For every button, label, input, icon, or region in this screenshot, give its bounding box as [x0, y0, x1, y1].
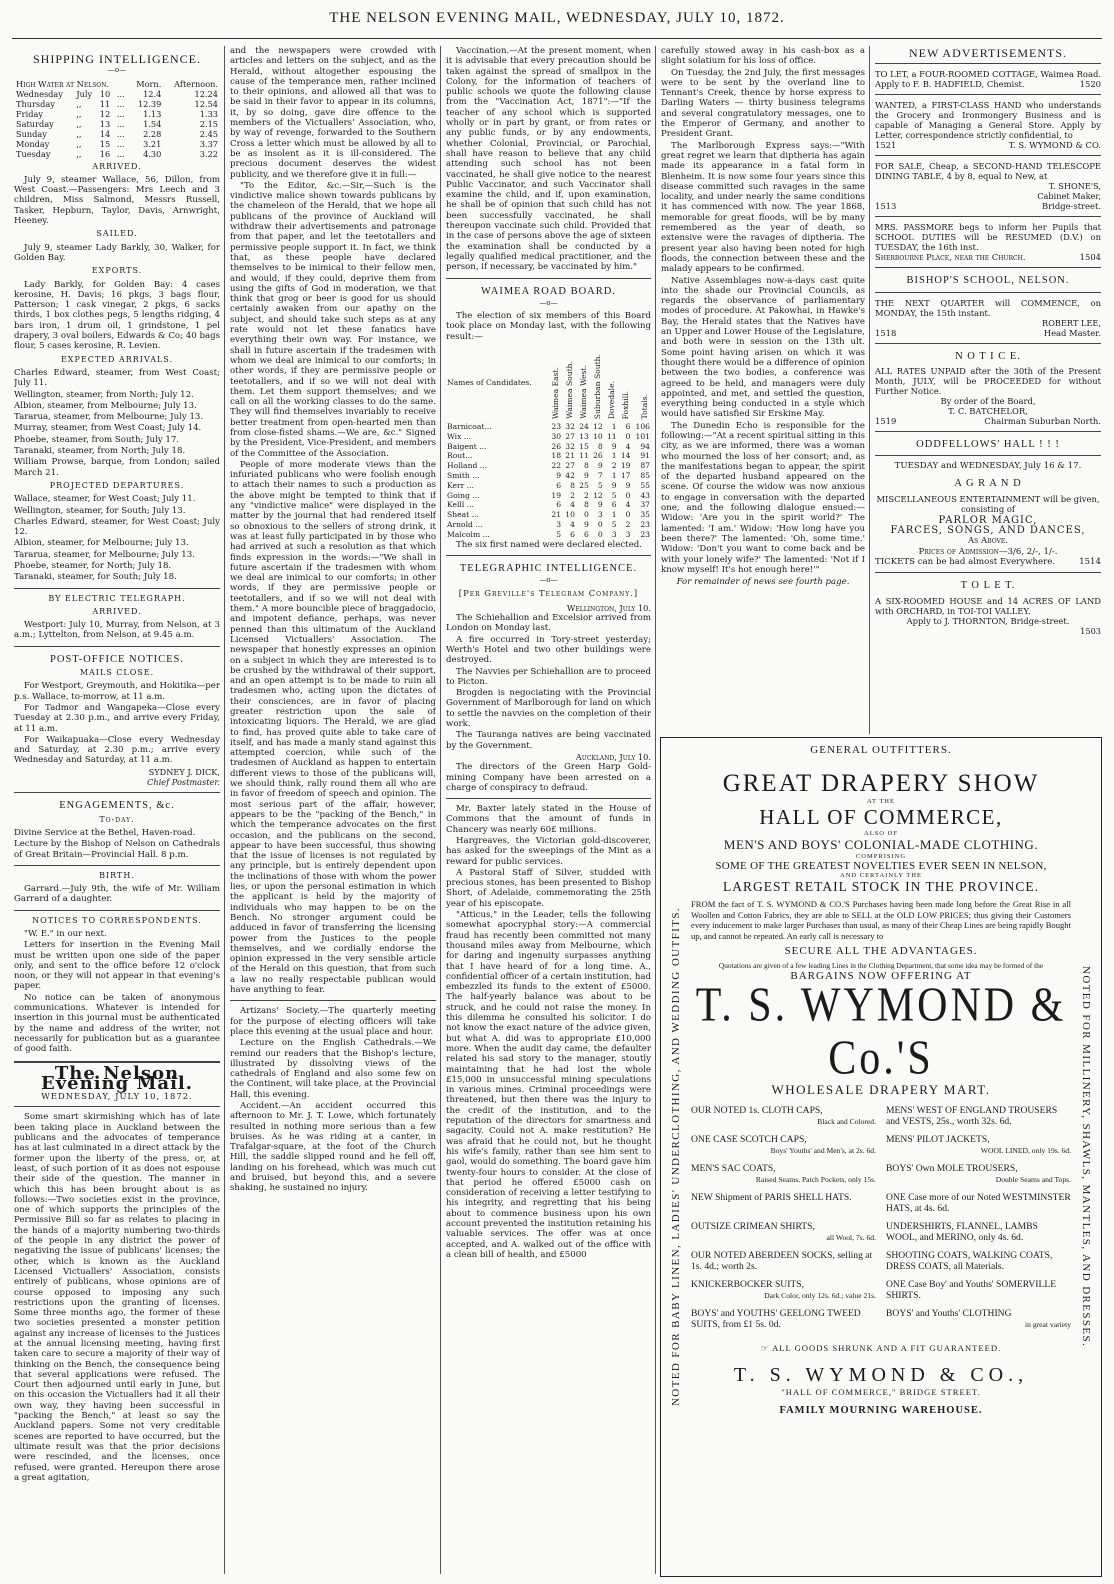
- notice-heading: N O T I C E.: [955, 350, 1021, 362]
- telegram-item: The directors of the Green Harp Gold-mining Company have been arrested on a charge of conspiracy to defraud.: [446, 762, 651, 793]
- oddfellows-prices: Prices of Admission—3/6, 2/-, 1/-.: [918, 546, 1058, 557]
- column-header: Totals.: [640, 393, 650, 420]
- ad-text: WANTED, a FIRST-CLASS HAND who understands the Grocery and Ironmongery Business and is capable of Managing a General Store. Apply by Letter, correspondence strictly confidential, to: [875, 100, 1101, 141]
- divider: [230, 1000, 436, 1001]
- divider: [875, 343, 1101, 344]
- telegraph-arrived: ARRIVED.: [92, 606, 142, 616]
- drapery-hall-address: "HALL OF COMMERCE," BRIDGE STREET.: [781, 1387, 981, 1397]
- ad-number: 1514: [1079, 556, 1101, 567]
- telegraphic-heading: TELEGRAPHIC INTELLIGENCE.: [459, 562, 638, 574]
- item-title: OUTSIZE CRIMEAN SHIRTS,: [691, 1221, 815, 1232]
- birth-text: Garrard.—July 9th, the wife of Mr. William Garrard of a daughter.: [14, 884, 220, 905]
- drapery-some: SOME OF THE GREATEST NOVELTIES EVER SEEN IN NELSON,: [715, 860, 1047, 872]
- divider: [14, 588, 220, 589]
- item-title: UNDERSHIRTS, FLANNEL, LAMBS WOOL, and MERINO, only 4s. 6d.: [886, 1221, 1038, 1243]
- drapery-comprising: COMPRISING: [855, 853, 907, 860]
- oddfellows-days: TUESDAY and WEDNESDAY, July 16 & 17.: [894, 461, 1082, 472]
- ad-number: 1520: [1079, 79, 1101, 90]
- article-paragraph: People of more moderate views than the infuriated publicans who were foolish enough to attach their names to such a production as the above might be tempted to think that if any "vindictive malice" were displayed in the matter by the journal that had rendered itself so obnoxious to the sellers of strong drink, it was at least fully participated in by those who had arrived at such a resolution as that which finds expression in the words:—"We shall in future ascertain if the tradesmen with whom we deal are inimical to our comforts; in other words, if they are permissive people or teetotallers, and if so we will not deal with them." A more bouncible piece of braggadocio, and impotent defiance, perhaps, was never penned than this ultimatum of the Auckland Licensed Victuallers' Association. The newspaper that honestly expresses an opinion on a subject in which they are interested is to be crushed by the withdrawal of their support, and an open attempt is to be made to ruin all tradesmen who, acting upon the dictates of their consciences, are in favor of placing greater restriction upon the sale of intoxicating liquors. The Herald, we are glad to find, has proved quite able to take care of itself, and has made a manly stand against this attempted coercion, while such of the tradesmen of Auckland as happen to entertain different views to those of the publicans will, we should think, rally round them all who are in favor of freedom of speech and opinion. The most serious part of the affair, however, appears to be the "packing of the Bench," in which the temperance advocates on the first occasion, and the publicans on the second, appear to have been successful, thus showing that the issue of licenses is not regulated by any principle, but is entirely dependent upon the inclinations of those with whom the power lies, or upon the personal estimation in which the applicant is held by the majority of individuals who may happen to be on the Bench. No stronger argument could be adduced in favor of transferring the licensing power from the Justices to the people themselves, and we cordially endorse the opinion expressed in the very sensible article of the Herald on this question, that from such a law no really respectable publican would have anything to fear.: [230, 459, 436, 996]
- engagements-heading: ENGAGEMENTS, &c.: [59, 800, 175, 812]
- list-item: Divine Service at the Bethel, Haven-road.: [14, 827, 196, 838]
- column-rule: [440, 46, 441, 1574]
- drapery-tsw: T. S. WYMOND & CO.,: [733, 1364, 1029, 1386]
- telegraph-text: Westport: July 10, Murray, from Nelson, at 3 a.m.; Lyttelton, from Nelson, at 9.45 a.m.: [14, 620, 220, 641]
- list-item: No notice can be taken of anonymous communications. Whatever is intended for insertion in this journal must be authenticated by the name and address of the writer, not necessarily for publication but as a guarantee of good faith.: [14, 992, 220, 1055]
- item-title: KNICKERBOCKER SUITS,: [691, 1279, 805, 1290]
- column-rule: [869, 46, 870, 734]
- list-item: Albion, steamer, for Melbourne; July 13.: [14, 538, 189, 549]
- list-item: [886, 1222, 1071, 1248]
- item-title: NEW Shipment of PARIS SHELL HATS.: [691, 1192, 852, 1203]
- list-item: [691, 1193, 876, 1219]
- table-row: Tuesday ,, 16 ... 4.30 3.22: [16, 148, 218, 159]
- drapery-side-right: [1075, 778, 1097, 1536]
- list-item: Phoebe, steamer, from South; July 17.: [14, 434, 180, 445]
- article-paragraph: Native Assemblages now-a-days cast quite into the shade our Provincial Councils, as regards the observance of parliamentary modes of procedure. At Pakowhai, in Hawke's Bay, the Herald states that the Natives have an Upper and Lower House of the Legislature, and both were in session on the 13th ult. Some point having arisen on which it was thought there would be a difference of opinion between the two bodies, a conference was agreed to be held, and managers were duly appointed, and met, and settled the question, everything being conducted in a style which would have satisfied Sir Erskine May.: [661, 275, 865, 420]
- divider: [875, 216, 1101, 217]
- column-3: [446, 46, 651, 1576]
- item-subtitle: all Wool, 7s. 6d.: [826, 1232, 876, 1242]
- oddfellows-grand: A G R A N D: [954, 478, 1022, 490]
- table-row: Kelll ... 6 4 8 9 6 4 37: [447, 500, 650, 510]
- advertisement: [875, 69, 1101, 89]
- table-row: Wix ... 30 27 13 10 11 0 101: [447, 431, 650, 441]
- ad-text: ALL RATES UNPAID after the 30th of the Present Month, JULY, will be PROCEEDED for without Further Notice.: [875, 365, 1101, 396]
- item-title: ONE Case Boy' and Youths' SOMERVILLE SHIRTS.: [886, 1279, 1057, 1301]
- shipping-heading: SHIPPING INTELLIGENCE.: [33, 52, 201, 66]
- ad-signature: Head Master.: [1043, 327, 1101, 338]
- drapery-advertisement: [660, 737, 1102, 1577]
- ad-signature: By order of the Board,: [940, 395, 1036, 406]
- election-table: [446, 344, 651, 540]
- item-title: OUR NOTED 1s. CLOTH CAPS,: [691, 1105, 823, 1116]
- item-subtitle: Dark Color, only 12s. 6d.; value 21s.: [764, 1290, 876, 1300]
- list-item: Tararua, steamer, from Melbourne; July 13.: [14, 412, 204, 423]
- drapery-top: GENERAL OUTFITTERS.: [810, 744, 952, 756]
- table-row: Smith ... 9 42 9 7 1 17 85: [447, 471, 650, 480]
- item-subtitle: Black and Colored.: [817, 1116, 876, 1126]
- item-title: OUR NOTED ABERDEEN SOCKS, selling at 1s. 4d.; worth 2s.: [691, 1250, 873, 1272]
- list-item: Taranaki, steamer, for South; July 18.: [14, 572, 177, 583]
- article-paragraph: The Marlborough Express says:—"With great regret we learn that diptheria has again made its appearance in a fatal form in Blenheim. It is now some four years since this disease committed such ravages in the same locality, and under nearly the same conditions it has commenced with now. The year 1868, memorable for great floods, will be by many remembered as the year of death, so extensive were the ravages of diptheria. The present year also having been noted for high floods, the connection between these and the malady appears to be confirmed.: [661, 140, 865, 275]
- drapery-largest: LARGEST RETAIL STOCK IN THE PROVINCE.: [723, 879, 1039, 894]
- item-subtitle: Boys' Youths' and Men's, at 2s. 6d.: [770, 1145, 876, 1155]
- leader-article: Some smart skirmishing which has of late been taking place in Auckland between the publicans and the advocates of temperance has at last culminated in a direct attack by the former upon the liberty of the press, or, at least, of such portion of it as does not espouse their side of the question. The manner in which this has been brought about is as follows:—Two societies exist in the province, one of which supports the principles of the Permissive Bill so far as relates to placing in the hands of a majority numbering two-thirds of the people in any district the power of negativing the issue of publicans' licenses; the other, which is known as the Auckland Licensed Victuallers' Association, consists entirely of publicans, whose opinions are of course opposed to imposing any such restrictions upon the granting of licenses. Some three months ago, the former of these two societies presented a monster petition against any increase of licenses to the Justices at the annual licensing meeting, having first taken care to secure a majority of their way of thinking on the Bench, the consequence being that several applications were refused. The Court then adjourned until early in June, but on this occasion the Victuallers had it all their own way, they having been successful in "packing the Bench," at least so say the Auckland papers. Some not very creditable scenes are reported to have occurred, but the ultimate result was that the prior decisions were rescinded, and the licenses, once refused, were granted. Hereupon there arose a great agitation,: [14, 1112, 220, 1483]
- divider: [875, 572, 1101, 573]
- drapery-at-the: AT THE: [867, 798, 895, 805]
- table-row: Baigent ... 26 32 15 8 9 4 94: [447, 441, 650, 451]
- table-row: Friday ,, 12 ... 1.13 1.33: [16, 108, 218, 119]
- drapery-mens: MEN'S AND BOYS' COLONIAL-MADE CLOTHING.: [723, 837, 1039, 852]
- article-paragraph: The Dunedin Echo is responsible for the following:—"At a recent spiritual sitting in this city, as we are informed, there was a woman who mourned the loss of her consort; and, as the manifestations began to appear, the spirit of the departed husband appeared on the scene. Of course the widow was now anxious to engage in conversation with the departed one, and the following dialogue ensued:—Widow: 'Are you in the spirit world?' The lamented: 'I am.' Widow: 'How long have you been there?' The lamented: 'Oh, some time.' Widow: 'Don't you want to come back and be with your lonely wife?' The lamented: 'Not if I know myself! It's hot enough here!'": [661, 420, 865, 575]
- post-signature-title: Chief Postmaster.: [147, 777, 220, 788]
- list-item: [691, 1164, 876, 1190]
- divider: [875, 267, 1101, 268]
- drapery-quotations: Quotations are given of a few leading Lines in the Clothing Department, that some idea may be formed of the: [718, 961, 1044, 970]
- ad-signature: Bridge-street.: [1042, 201, 1101, 212]
- oddfellows-farces: FARCES, SONGS, AND DANCES,: [890, 525, 1086, 537]
- list-item: Letters for insertion in the Evening Mail must be written upon one side of the paper only, and sent to the office before 12 o'clock noon, or they will not appear in that evening's paper.: [14, 940, 220, 992]
- advertisement: [875, 222, 1101, 262]
- list-item: [886, 1106, 1071, 1132]
- divider: [446, 555, 651, 556]
- column-4: [661, 46, 865, 729]
- divider: [14, 1106, 220, 1107]
- divider: [875, 431, 1101, 432]
- item-subtitle: Raised Seams, Patch Pockets, only 15s.: [755, 1174, 876, 1184]
- article-paragraph: "To the Editor, &c.—Sir,—Such is the vindictive malice shown towards publicans by the chameleon of the Herald, that we hope all publicans of the province of Auckland will withdraw their advertisements and patronage from that paper, and let the teetotallers and permissive people support it. In fact, we think that, as these people have declared themselves to be inimical to their fellow men, and would, if they could, deprive them from using the gifts of God in moderation, we that think that grog or beer is good for us should certainly awaken from our apathy on the subject, and should take such steps as at any rate would not let these fanatics have everything their own way. For instance, we shall in future ascertain if the tradesmen with whom we deal are inimical to our comforts; in other words, if they are permissive people or teetotallers, and if so we will not deal with them. Let them support themselves; and we call on all the working classes to do the same. They will find themselves invariably to receive better treatment from open-hearted men than from close-fisted shams.—We are, &c." Signed by the President, Vice-President, and members of the Committee of the Association.: [230, 180, 436, 459]
- advertisement: [875, 161, 1101, 211]
- telegram-item: A fire occurred in Tory-street yesterday; Werth's Hotel and two other buildings were destroyed.: [446, 634, 651, 666]
- advertisement: [875, 596, 1101, 636]
- drapery-certainly: AND CERTAINLY THE: [840, 872, 922, 879]
- item-subtitle: Double Seams and Tops.: [995, 1174, 1071, 1184]
- item-title: BOYS' Own MOLE TROUSERS,: [886, 1163, 1018, 1174]
- to-let-heading: T O L E T.: [960, 580, 1016, 592]
- column-header: Names of Candidates.: [447, 378, 532, 388]
- ad-text: FOR SALE, Cheap, a SECOND-HAND TELESCOPE DINING TABLE, 4 by 8, equal to New, at: [875, 161, 1101, 182]
- column-header: Foxhill.: [620, 390, 630, 420]
- separator: —o—: [107, 66, 127, 75]
- divider: [875, 455, 1101, 456]
- column-header: Suburban South.: [592, 354, 602, 420]
- list-item: Wallace, steamer, for West Coast; July 11.: [14, 494, 196, 505]
- drapery-shrunk: ☞ ALL GOODS SHRUNK AND A FIT GUARANTEED.: [760, 1343, 1002, 1353]
- list-item: [886, 1251, 1071, 1277]
- advertisement: [875, 298, 1101, 338]
- table-row: Going ... 19 2 2 12 5 0 43: [447, 490, 650, 500]
- advertisement: [875, 366, 1101, 426]
- dateline: Wellington, July 10.: [566, 602, 651, 613]
- ad-signature: T. SHONE'S,: [1048, 181, 1101, 192]
- drapery-hall: HALL OF COMMERCE,: [759, 805, 1003, 829]
- item-subtitle: WOOL LINED, only 19s. 6d.: [980, 1145, 1071, 1155]
- item-subtitle: in great variety: [1025, 1319, 1071, 1329]
- divider: [14, 865, 220, 866]
- separator: —o—: [539, 576, 558, 585]
- sailed-text: July 9, steamer Lady Barkly, 30, Walker, for Golden Bay.: [14, 242, 220, 263]
- ads-heading: NEW ADVERTISEMENTS.: [908, 46, 1068, 60]
- list-item: Taranaki, steamer, from North; July 18.: [14, 446, 186, 457]
- arrived-heading: ARRIVED.: [92, 161, 142, 171]
- telegram-item: The Navvies per Schiehallion are to proceed to Picton.: [446, 666, 651, 687]
- ad-signature: T. C. BATCHELOR,: [948, 405, 1028, 416]
- table-row: Arnold ... 3 4 9 0 5 2 23: [447, 519, 650, 529]
- list-item: Murray, steamer, from West Coast; July 14.: [14, 423, 202, 434]
- drapery-inner: [691, 742, 1071, 1572]
- news-item: Hargreaves, the Victorian gold-discoverer, has asked for the sweepings of the Mint as a reward for public services.: [446, 836, 651, 867]
- news-item: Mr. Baxter lately stated in the House of Commons that the amount of funds in Chancery was nearly 60£ millions.: [446, 804, 651, 835]
- separator: —o—: [539, 298, 558, 307]
- list-item: [886, 1280, 1071, 1306]
- projected-heading: PROJECTED DEPARTURES.: [49, 480, 185, 490]
- exports-heading: EXPORTS.: [91, 266, 143, 276]
- divider: [446, 798, 651, 799]
- tide-header-morn: Morn.: [136, 78, 162, 89]
- list-item: [886, 1193, 1071, 1219]
- list-item: Phoebe, steamer, for North; July 18.: [14, 560, 172, 571]
- column-rule: [224, 46, 225, 1574]
- article-paragraph: and the newspapers were crowded with articles and letters on the subject, and as the Herald, without altogether espousing the cause of the temperance men, rather inclined to their opinions, and allowed all that was to be said in their favor to appear in its columns, it, by so doing, gave dire offence to the members of the Victuallers' Association, who, by way of revenge, forwarded to the Southern Cross a letter which must be allowed by all to be as insolent as it is ill-considered. The precious document deserves the widest publicity, and we therefore give it in full:—: [230, 46, 436, 180]
- vaccination-item: Vaccination.—At the present moment, when it is advisable that every precaution should be taken against the spread of smallpox in the Colony, for the information of teachers of public schools we quote the following clause from the "Vaccination Act, 1871":—"If the teacher of any school which is supported wholly or in part by grant, or from rates or any public funds, or by any endowments, whether Colonial, Provincial, or Parochial, shall have reason to believe that any child attending such school has not been vaccinated, he shall give notice to the nearest Public Vaccinator, and such Vaccinator shall examine the child, and if, upon examination, he shall be of opinion that such child has not been successfully vaccinated, he shall thereupon vaccinate such child. Provided that in the case of persons above the age of sixteen the examination shall be conducted by a legally qualified medical practitioner, and the person, if necessary, be vaccinated by him.": [446, 46, 651, 273]
- news-item: A Pastoral Staff of Silver, studded with precious stones, has been presented to Bishop Short, of Adelaide, commemorating the 25th year of his episcopate.: [446, 867, 651, 909]
- lecture-item: Lecture on the English Cathedrals.—We remind our readers that the Bishop's lecture, illustrated by dissolving views of the cathedrals of England and also some few on the Continent, will take place, at the Provincial Hall, this evening.: [230, 1038, 436, 1100]
- drapery-great: GREAT DRAPERY SHOW: [722, 770, 1040, 797]
- list-item: [886, 1309, 1071, 1335]
- list-item: [691, 1222, 876, 1248]
- list-item: [691, 1309, 876, 1335]
- item-title: MENS' WEST OF ENGLAND TROUSERS and VESTS, 25s., worth 32s. 6d.: [886, 1105, 1058, 1127]
- telegraph-heading: BY ELECTRIC TELEGRAPH.: [48, 593, 186, 603]
- item-title: ONE Case more of our Noted WESTMINSTER HATS, at 4s. 6d.: [886, 1192, 1071, 1214]
- telegram-item: The Tauranga natives are being vaccinated by the Government.: [446, 730, 651, 751]
- paper-title: The Nelson Evening Mail.: [40, 1062, 194, 1094]
- table-row: Sheat ... 21 10 0 3 1 0 35: [447, 510, 650, 520]
- drapery-family: FAMILY MOURNING WAREHOUSE.: [779, 1405, 983, 1416]
- item-title: MEN'S SAC COATS,: [691, 1163, 776, 1174]
- ad-number: 1518: [875, 327, 897, 338]
- artizans-item: Artizans' Society.—The quarterly meeting for the purpose of electing officers will take place this evening at the usual place and hour.: [230, 1006, 436, 1037]
- accident-item: Accident.—An accident occurred this afternoon to Mr. J. T. Lowe, which fortunately resulted in nothing more serious than a few bruises. As he was riding at a canter, in Trafalgar-square, at the foot of the Church Hill, the saddle slipped round and he fell off, landing on his forehead, which was much cut and bruised, but beyond this, and a severe shaking, he sustained no injury.: [230, 1100, 436, 1194]
- divider: [875, 63, 1101, 64]
- article-paragraph: carefully stowed away in his cash-box as a slight solatium for his loss of office.: [661, 46, 865, 67]
- list-item: Tararua, steamer, for Melbourne; July 13.: [14, 549, 195, 560]
- list-item: [691, 1135, 876, 1161]
- ad-text: A SIX-ROOMED HOUSE and 14 ACRES OF LAND with ORCHARD, in TOI-TOI VALLEY.: [875, 595, 1101, 616]
- column-header: Waimea South.: [565, 361, 575, 420]
- divider: [14, 910, 220, 911]
- divider: [446, 278, 651, 279]
- list-item: [886, 1135, 1071, 1161]
- tide-table: [14, 79, 220, 159]
- table-row: Holland ... 22 27 8 9 2 19 87: [447, 461, 650, 471]
- divider: [875, 292, 1101, 293]
- drapery-items: [691, 1106, 1071, 1335]
- oddfellows-parlor: PARLOR MAGIC,: [938, 514, 1038, 526]
- list-item: Charles Edward, steamer, for West Coast; July 12.: [14, 516, 220, 538]
- table-row: Kerr ... 6 8 25 5 9 9 55: [447, 480, 650, 490]
- ad-text: THE NEXT QUARTER will COMMENCE, on MONDAY, the 15th instant.: [875, 297, 1101, 318]
- column-2: [230, 46, 436, 1576]
- list-item: [886, 1164, 1071, 1190]
- ad-signature: Cabinet Maker,: [1037, 191, 1101, 202]
- column-5: [875, 46, 1101, 729]
- dateline: Auckland, July 10.: [575, 751, 651, 762]
- birth-heading: BIRTH.: [99, 870, 135, 880]
- tide-header-label: High Water at Nelson.: [16, 78, 110, 89]
- list-item: [691, 1106, 876, 1132]
- advertisement: [875, 100, 1101, 150]
- masthead: THE NELSON EVENING MAIL, WEDNESDAY, JULY 10, 1872.: [329, 10, 785, 26]
- column-header: Waimea East.: [551, 367, 561, 420]
- post-office-heading: POST-OFFICE NOTICES.: [50, 653, 184, 665]
- table-row: Thursday ,, 11 ... 12.39 12.54: [16, 98, 218, 109]
- list-item: Charles Edward, steamer, from West Coast; July 11.: [14, 367, 220, 389]
- list-item: For Westport, Greymouth, and Hokitika—per p.s. Wallace, to-morrow, at 11 a.m.: [14, 681, 220, 702]
- waimea-outro: The six first named were declared elected.: [456, 539, 642, 550]
- table-row: Wednesday July 10 ... 12.4 12.24: [16, 88, 218, 99]
- drapery-wholesale: WHOLESALE DRAPERY MART.: [771, 1082, 991, 1097]
- oddfellows-above: As Above.: [967, 536, 1009, 547]
- table-row: Monday ,, 15 ... 3.21 3.37: [16, 138, 218, 149]
- list-item: Albion, steamer, from Melbourne; July 13.: [14, 400, 197, 411]
- divider: [14, 646, 220, 647]
- drapery-also-of: ALSO OF: [864, 830, 898, 837]
- list-item: Wellington, steamer, for South; July 13.: [14, 505, 186, 516]
- ad-signature: Chairman Suburban North.: [984, 415, 1101, 426]
- drapery-bargains: BARGAINS NOW OFFERING AT: [790, 970, 972, 982]
- table-row: Sunday ,, 14 ... 2.28 2.45: [16, 128, 218, 139]
- item-title: BOYS' and Youths' CLOTHING: [886, 1308, 1012, 1319]
- list-item: Lecture by the Bishop of Nelson on Cathedrals of Great Britain—Provincial Hall. 8 p.m.: [14, 839, 220, 860]
- list-item: Wellington, steamer, from North; July 12.: [14, 389, 194, 400]
- table-row: Malcolm ... 5 6 6 0 3 3 23: [447, 529, 650, 539]
- notices-heading: NOTICES TO CORRESPONDENTS.: [32, 915, 202, 925]
- table-row: Rout... 18 21 11 26 1 14 91: [447, 451, 650, 461]
- sailed-heading: SAILED.: [96, 229, 138, 239]
- list-item: William Prowse, barque, from London; sailed March 21.: [14, 457, 220, 478]
- ad-signature: T. S. WYMOND & CO.: [1008, 140, 1101, 151]
- ad-text: TO LET, a FOUR-ROOMED COTTAGE, Waimea Road. Apply to F. B. HADFIELD, Chemist.: [875, 69, 1101, 90]
- ad-number: 1504: [1079, 252, 1101, 263]
- item-title: ONE CASE SCOTCH CAPS,: [691, 1134, 807, 1145]
- table-row: Barnicoat... 23 32 24 12 1 6 106: [447, 422, 650, 432]
- side-text: NOTED FOR BABY LINEN, LADIES' UNDERCLOTHING, AND WEDDING OUTFITS.: [670, 907, 682, 1407]
- drapery-wymond: T. S. WYMOND & Co.'S: [695, 979, 1067, 1085]
- drapery-secure: SECURE ALL THE ADVANTAGES.: [784, 945, 978, 957]
- list-item: "W. E." in our next.: [24, 929, 107, 939]
- waimea-intro: The election of six members of this Board took place on Monday last, with the following result:—: [446, 311, 651, 342]
- item-title: MENS' PILOT JACKETS,: [886, 1134, 990, 1145]
- news-item: "Atticus," in the Leader, tells the following somewhat apocryphal story:—A commercial fraud has recently been committed not many thousand miles away from Melbourne, which for daring and ingenuity surpasses anything that I have heard of for a long time. A., confidential officer of a certain institution, had embezzled its funds to the extent of £5000. The half-yearly balance was about to be struck, and he could not raise the money. In this dilemma he consulted his solicitor. I do not know the exact nature of the advice given, but what A. did was to appropriate £10,000 more. When the audit day came, the defaulter related his sad story to the manager, stoutly maintaining that he had lost the whole £15,000 in unsuccessful mining speculations in various mines. Criminal proceedings were threatened, but then there was the injury to the credit of the institution, and to the reputation of the directors for smartness and sagacity. Could not A. make restitution? He was afraid that he could not, but he thought his wife's family, rather than see him sent to gaol, would do something. The board gave him twenty-four hours to consider. At the close of that period he offered £5000 cash on consideration of receiving a letter testifying to his integrity, and regretting that his being about to commence business upon his own account prevented the institution retaining his valuable services. The offer was at once accepted, and A. walked out of the office with a clean bill of health, and £5000: [446, 910, 651, 1260]
- school-heading: BISHOP'S SCHOOL, NELSON.: [906, 275, 1070, 287]
- waimea-heading: WAIMEA ROAD BOARD.: [481, 285, 616, 297]
- ad-number: 1513: [875, 201, 897, 212]
- expected-heading: EXPECTED ARRIVALS.: [60, 354, 174, 364]
- divider: [875, 155, 1101, 156]
- column-1: [14, 46, 220, 1576]
- ad-text: MRS. PASSMORE begs to inform her Pupils that SCHOOL DUTIES will be RESUMED (D.V.) on TUESDAY, the 16th inst.: [875, 222, 1101, 253]
- ad-signature: ROBERT LEE,: [1042, 317, 1101, 328]
- drapery-from: FROM the fact of T. S. WYMOND & CO.'S Purchases having been made long before the Great Rise in all Woollen and Cotton Fabrics, they are able to SELL at the OLD LOW PRICES; thus giving their Customers every inducement to make larger Purchases than usual, as many of their Cheap Lines are being rapidly Bought up, and cannot be repeated. An early call is necessary to: [691, 899, 1071, 941]
- ad-number: 1503: [1080, 625, 1101, 636]
- ad-signature: Sherbourne Place, near the Church.: [875, 252, 1026, 263]
- drapery-side-left: [665, 778, 687, 1536]
- side-text: NOTED FOR MILLINERY, SHAWLS, MANTLES, AND DRESSES.: [1080, 966, 1092, 1348]
- table-row: Saturday ,, 13 ... 1.54 2.15: [16, 118, 218, 129]
- telegram-item: Brogden is negociating with the Provincial Government of Marlborough for land on which to settle the navvies on the completion of their work.: [446, 688, 651, 730]
- column-rule: [655, 46, 656, 1574]
- column-header: Dovedale.: [606, 381, 616, 420]
- oddfellows-heading: ODDFELLOWS' HALL ! ! !: [916, 438, 1060, 450]
- oddfellows-tickets: TICKETS can be had almost Everywhere.: [875, 556, 1056, 567]
- today-heading: To-day.: [99, 814, 135, 824]
- mails-heading: MAILS CLOSE.: [79, 668, 155, 678]
- tide-header-afternoon: Afternoon.: [174, 78, 218, 89]
- divider: [14, 792, 220, 793]
- ad-number: 1519: [875, 415, 897, 426]
- oddfellows-misc: MISCELLANEOUS ENTERTAINMENT will be given, consisting of: [876, 493, 1100, 514]
- ad-number: 1521: [875, 140, 897, 151]
- divider: [875, 94, 1101, 95]
- item-title: BOYS' and YOUTHS' GEELONG TWEED SUITS, from £1 5s. 0d.: [691, 1308, 861, 1330]
- ad-signature: Apply to J. THORNTON, Bridge-street.: [906, 615, 1070, 626]
- exports-text: Lady Barkly, for Golden Bay: 4 cases kerosine, H. Davis; 16 pkgs, 3 bags flour, Patterson; 1 cask vinegar, 2 pkgs, 6 sacks thirds, 1 box clothes pegs, 5 lengths ridging, 4 bars iron, 1 drum oil, 1 grindstone, 1 pel drapery, 3 oval boilers, Edwards & Co; 40 bags flour, 5 cases kerosine, R. Levien.: [14, 279, 220, 352]
- telegram-item: The Schiehallion and Excelsior arrived from London on Monday last.: [446, 613, 651, 634]
- article-paragraph: On Tuesday, the 2nd July, the first messages were to be sent by the overland line to Tennant's Creek, thence by horse express to Darling Waters — thirty business telegrams and several congratulatory messages, one to the Emperor of Germany, and another to President Grant.: [661, 67, 865, 140]
- list-item: For Tadmor and Wangapeka—Close every Tuesday at 2.30 p.m., and arrive every Friday, at 11 a.m.: [14, 702, 220, 734]
- remainder-note: For remainder of news see fourth page.: [676, 577, 850, 588]
- masthead-rule: [12, 38, 1102, 39]
- list-item: For Waikapuaka—Close every Wednesday and Saturday, at 2.30 p.m.; arrive every Wednesday and Saturday, at 11 a.m.: [14, 734, 220, 766]
- list-item: [691, 1280, 876, 1306]
- arrived-text: July 9, steamer Wallace, 56, Dillon, from West Coast.—Passengers: Mrs Leech and 3 children, Miss Salmond, Messrs Russell, Tasker, Hepburn, Taylor, Davis, Arnwright, Heeney.: [14, 174, 220, 227]
- post-signature: SYDNEY J. DICK,: [148, 766, 220, 777]
- paper-date: WEDNESDAY, JULY 10, 1872.: [41, 1091, 193, 1102]
- telegraphic-source: [Per Greville's Telegram Company.]: [458, 588, 639, 599]
- item-title: SHOOTING COATS, WALKING COATS, DRESS COATS, all Materials.: [886, 1250, 1053, 1272]
- list-item: [691, 1251, 876, 1277]
- column-header: Waimea West.: [579, 365, 589, 420]
